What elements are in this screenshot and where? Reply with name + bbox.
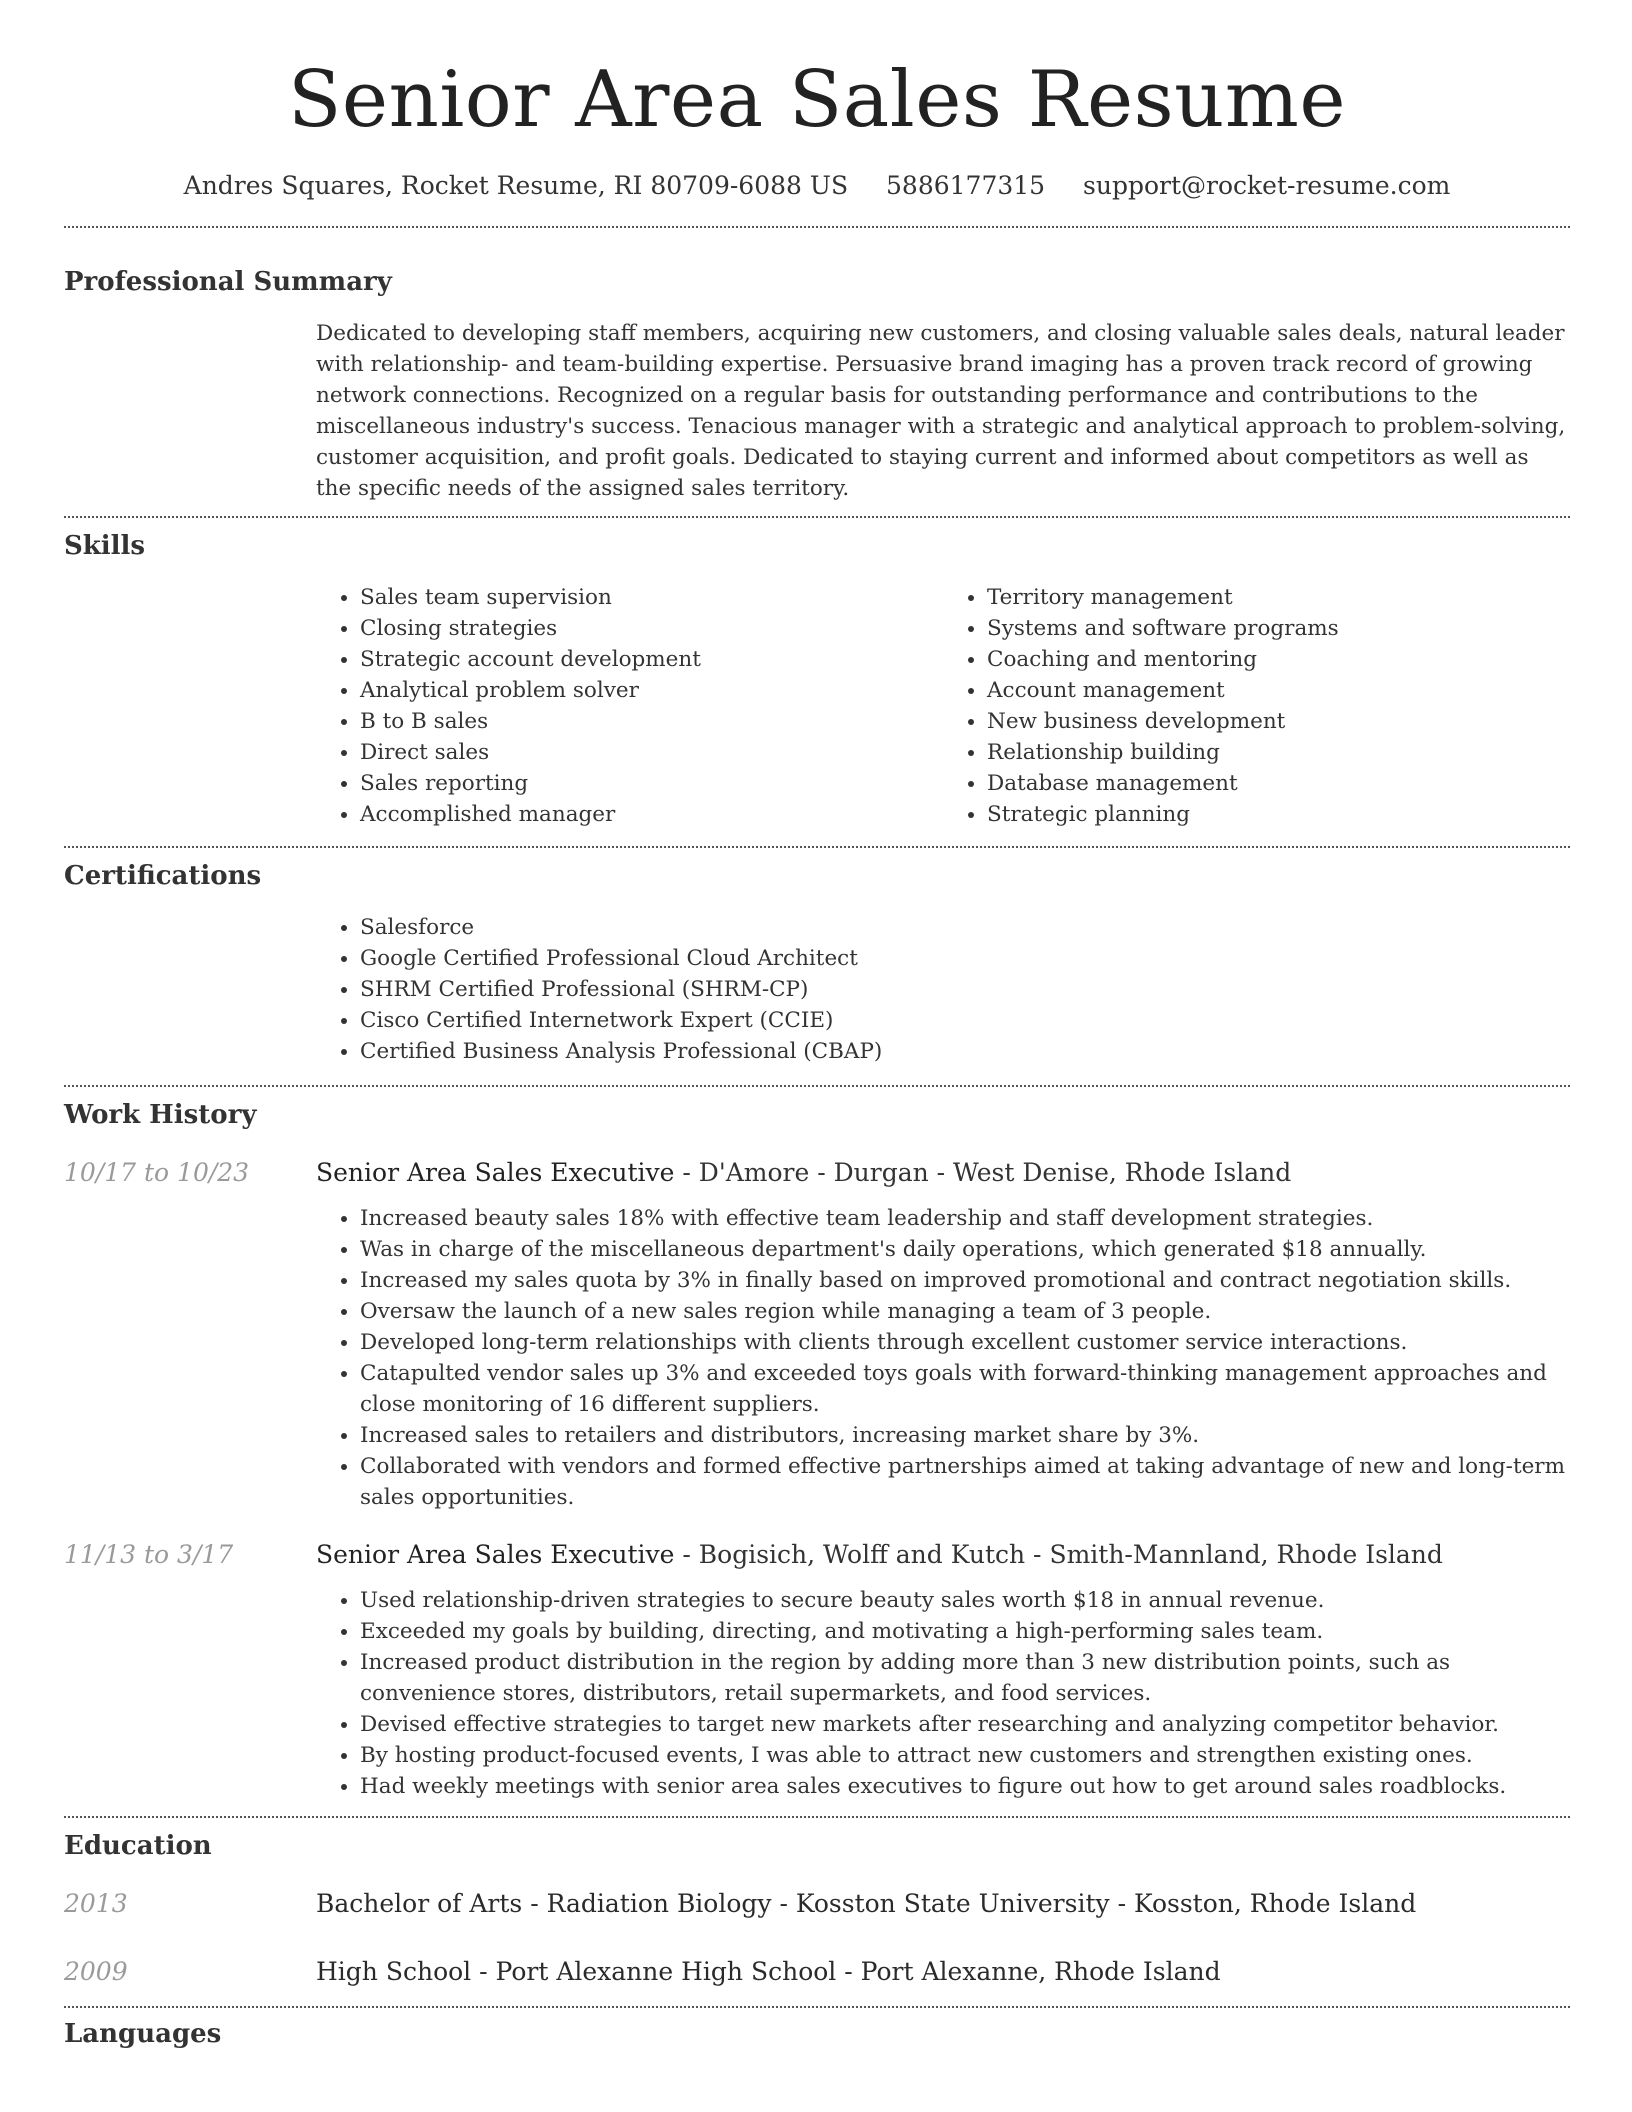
skill-item: • Accomplished manager <box>360 799 943 830</box>
skill-item: • Systems and software programs <box>987 613 1570 644</box>
certifications-content <box>316 912 1570 1067</box>
education-entry <box>64 1954 1570 1990</box>
section-title-languages: Languages <box>64 2019 222 2049</box>
job-dates: 11/13 to 3/17 <box>64 1540 234 1569</box>
job-bullet: • Was in charge of the miscellaneous department's daily operations, which generated $18 annually. <box>360 1234 1570 1265</box>
job-header-row <box>64 1155 1570 1191</box>
job-heading <box>316 1155 1291 1191</box>
divider <box>64 846 1570 848</box>
skill-item: • Analytical problem solver <box>360 675 943 706</box>
skill-item: • Database management <box>987 768 1570 799</box>
job-bullet: • Exceeded my goals by building, directing, and motivating a high-performing sales team. <box>360 1616 1570 1647</box>
education-year: 2013 <box>64 1889 128 1918</box>
job-bullet: • Increased beauty sales 18% with effective team leadership and staff development strategies. <box>360 1203 1570 1234</box>
job-bullet: • Devised effective strategies to target new markets after researching and analyzing competitor behavior. <box>360 1709 1570 1740</box>
contact-email: support@rocket-resume.com <box>1083 171 1451 200</box>
education-school: - Port Alexanne High School - Port Alexanne, Rhode Island <box>471 1957 1221 1986</box>
job-header-row <box>64 1537 1570 1573</box>
education-degree: High School <box>316 1957 472 1986</box>
section-title-summary: Professional Summary <box>64 267 392 297</box>
divider <box>64 226 1570 228</box>
certifications-section <box>64 858 1570 1067</box>
resume-title: Senior Area Sales Resume <box>287 55 1347 145</box>
skill-item: • Sales team supervision <box>360 582 943 613</box>
resume-page <box>64 0 1570 2052</box>
job-employer: - D'Amore - Durgan - West Denise, Rhode Island <box>674 1158 1292 1187</box>
skill-item: • New business development <box>987 706 1570 737</box>
education-entry <box>64 1886 1570 1922</box>
divider <box>64 1816 1570 1818</box>
job-bullet: • Catapulted vendor sales up 3% and exceeded toys goals with forward-thinking management approaches and close monitoring of 16 different suppliers. <box>360 1358 1570 1420</box>
skills-list-right <box>943 582 1570 830</box>
job-bullet: • By hosting product-focused events, I was able to attract new customers and strengthen existing ones. <box>360 1740 1570 1771</box>
job-employer: - Bogisich, Wolff and Kutch - Smith-Mannland, Rhode Island <box>674 1540 1443 1569</box>
divider <box>64 2006 1570 2008</box>
job-heading <box>316 1537 1443 1573</box>
job-entry <box>64 1155 1570 1513</box>
skill-item: • Strategic account development <box>360 644 943 675</box>
contact-line <box>64 168 1570 204</box>
skill-item: • Account management <box>987 675 1570 706</box>
skill-item: • Territory management <box>987 582 1570 613</box>
skill-item: • B to B sales <box>360 706 943 737</box>
section-title-certifications: Certifications <box>64 861 262 891</box>
divider <box>64 516 1570 518</box>
section-title-education: Education <box>64 1831 212 1861</box>
education-section <box>64 1828 1570 1990</box>
skill-item: • Coaching and mentoring <box>987 644 1570 675</box>
job-bullet: • Used relationship-driven strategies to secure beauty sales worth $18 in annual revenue. <box>360 1585 1570 1616</box>
work-section <box>64 1097 1570 1802</box>
section-title-work: Work History <box>64 1100 257 1130</box>
job-bullet: • Oversaw the launch of a new sales region while managing a team of 3 people. <box>360 1296 1570 1327</box>
job-bullet: • Had weekly meetings with senior area sales executives to figure out how to get around sales roadblocks. <box>360 1771 1570 1802</box>
languages-section <box>64 2016 1570 2052</box>
summary-section <box>64 264 1570 504</box>
skills-section <box>64 528 1570 830</box>
summary-text: Dedicated to developing staff members, acquiring new customers, and closing valuable sales deals, natural leader with relationship- and team-building expertise. Persuasive brand imaging has a proven track record of growing network connections. Recognized on a regular basis for outstanding performance and contributions to the miscellaneous industry's success. Tenacious manager with a strategic and analytical approach to problem-solving, customer acquisition, and profit goals. Dedicated to staying current and informed about competitors as well as the specific needs of the assigned sales territory. <box>316 321 1566 501</box>
job-bullet: • Increased product distribution in the region by adding more than 3 new distribution points, such as convenience stores, distributors, retail supermarkets, and food services. <box>360 1647 1570 1709</box>
job-bullet-list <box>316 1585 1570 1802</box>
job-role: Senior Area Sales Executive <box>316 1158 675 1187</box>
job-bullet: • Developed long-term relationships with clients through excellent customer service interactions. <box>360 1327 1570 1358</box>
certification-item: • Salesforce <box>360 912 1570 943</box>
job-bullet: • Increased my sales quota by 3% in finally based on improved promotional and contract negotiation skills. <box>360 1265 1570 1296</box>
certification-item: • Google Certified Professional Cloud Architect <box>360 943 1570 974</box>
job-entry <box>64 1537 1570 1802</box>
education-degree: Bachelor of Arts - Radiation Biology <box>316 1889 772 1918</box>
job-bullets <box>316 1203 1570 1513</box>
education-heading <box>316 1886 1416 1922</box>
job-bullet-list <box>316 1203 1570 1513</box>
divider <box>64 1085 1570 1087</box>
contact-address: Andres Squares, Rocket Resume, RI 80709-6088 US <box>183 171 849 200</box>
job-dates: 10/17 to 10/23 <box>64 1158 250 1187</box>
job-bullet: • Increased sales to retailers and distributors, increasing market share by 3%. <box>360 1420 1570 1451</box>
certifications-list <box>316 912 1570 1067</box>
education-heading <box>316 1954 1221 1990</box>
section-title-skills: Skills <box>64 531 146 561</box>
job-role: Senior Area Sales Executive <box>316 1540 675 1569</box>
skill-item: • Direct sales <box>360 737 943 768</box>
skill-item: • Relationship building <box>987 737 1570 768</box>
job-bullet: • Collaborated with vendors and formed effective partnerships aimed at taking advantage of new and long-term sales opportunities. <box>360 1451 1570 1513</box>
skills-columns <box>316 582 1570 830</box>
skill-item: • Strategic planning <box>987 799 1570 830</box>
skill-item: • Sales reporting <box>360 768 943 799</box>
education-year: 2009 <box>64 1957 128 1986</box>
certification-item: • SHRM Certified Professional (SHRM-CP) <box>360 974 1570 1005</box>
skills-list-left <box>316 582 943 830</box>
contact-phone: 5886177315 <box>886 171 1046 200</box>
education-school: - Kosston State University - Kosston, Rhode Island <box>771 1889 1417 1918</box>
certification-item: • Certified Business Analysis Professional (CBAP) <box>360 1036 1570 1067</box>
job-bullets <box>316 1585 1570 1802</box>
certification-item: • Cisco Certified Internetwork Expert (CCIE) <box>360 1005 1570 1036</box>
skill-item: • Closing strategies <box>360 613 943 644</box>
